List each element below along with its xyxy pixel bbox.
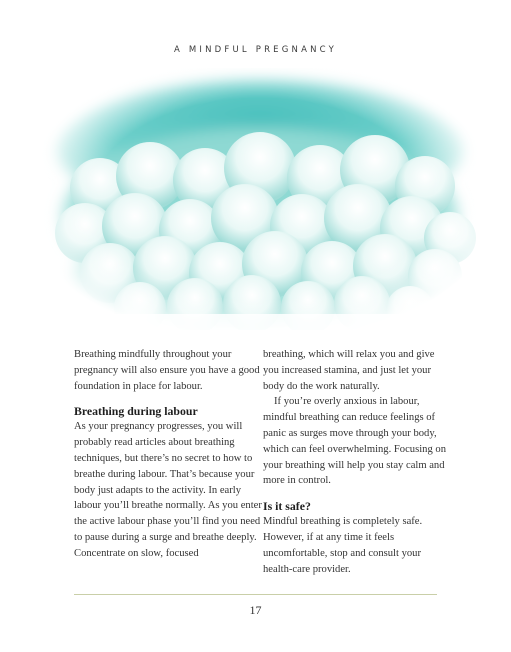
labour-paragraph: As your pregnancy progresses, you will probably read articles about breathing techniques, but there’s no secret to how to breathe during labour. That’s because your body just adapts to the activity. In early labour you’ll breathe normally. As you enter the active labour phase you’ll find you need to pause during a surge and breathe deeply. Concentrate on slow, focused: [74, 421, 262, 559]
heading-breathing-during-labour: Breathing during labour: [74, 404, 198, 419]
footer-rule: [74, 594, 437, 595]
safety-paragraph: Mindful breathing is completely safe. However, if at any time it feels uncomfortable, stop and consult your health-care provider.: [263, 516, 423, 575]
cloud-illustration: [40, 68, 480, 330]
right-column: [263, 347, 448, 577]
heading-is-it-safe: Is it safe?: [263, 499, 311, 514]
page-number: 17: [249, 603, 262, 617]
intro-paragraph: Breathing mindfully throughout your pregnancy will also ensure you have a good foundation in place for labour.: [74, 349, 260, 392]
left-column: [74, 347, 264, 562]
anxiety-paragraph: If you’re overly anxious in labour, mindful breathing can reduce feelings of panic as surges move through your body, which can feel overwhelming. Focusing on your breathing will help you stay calm and more in control.: [263, 396, 446, 487]
continuation-paragraph: breathing, which will relax you and give you increased stamina, and just let your body do the work naturally.: [263, 349, 435, 392]
running-head: A MINDFUL PREGNANCY: [173, 45, 338, 55]
